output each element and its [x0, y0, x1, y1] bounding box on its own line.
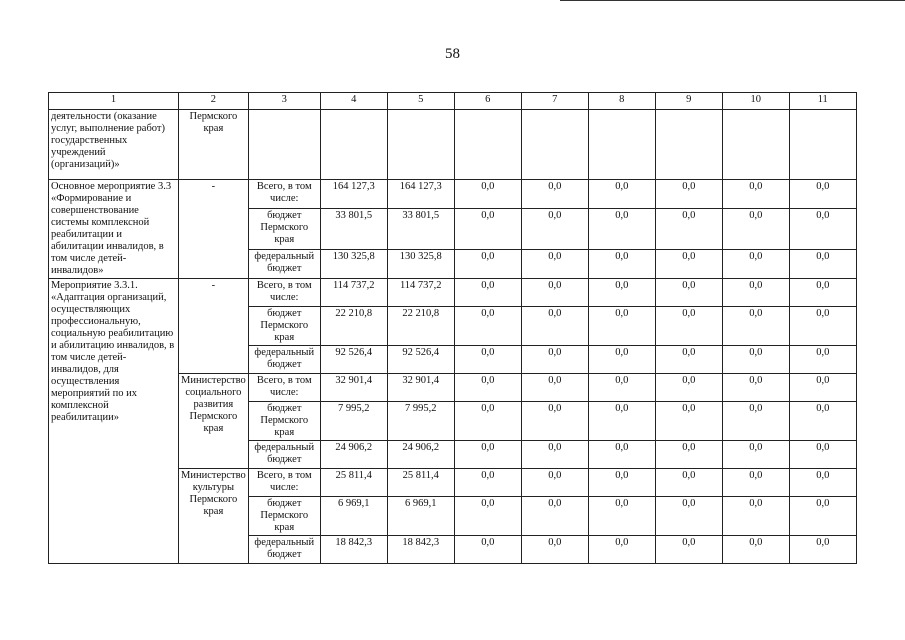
- amount-cell: 32 901,4: [387, 374, 454, 402]
- empty-cell: [655, 110, 722, 180]
- amount-cell: 0,0: [789, 249, 856, 278]
- funding-source-cell: бюджет Пермского края: [248, 209, 320, 250]
- amount-cell: 0,0: [655, 307, 722, 346]
- amount-cell: 0,0: [655, 441, 722, 469]
- amount-cell: 24 906,2: [387, 441, 454, 469]
- empty-cell: [521, 110, 588, 180]
- budget-table: [48, 92, 857, 564]
- header-row: [49, 93, 857, 110]
- executor-cell: -: [179, 180, 249, 279]
- amount-cell: 0,0: [588, 249, 655, 278]
- amount-cell: 0,0: [655, 180, 722, 209]
- amount-cell: 0,0: [655, 469, 722, 497]
- amount-cell: 0,0: [454, 249, 521, 278]
- amount-cell: 0,0: [588, 180, 655, 209]
- executor-cell: Министерство культуры Пермского края: [179, 469, 249, 564]
- empty-cell: [454, 110, 521, 180]
- amount-cell: 25 811,4: [320, 469, 387, 497]
- scan-edge-line: [560, 0, 905, 1]
- funding-source-cell: федеральный бюджет: [248, 346, 320, 374]
- amount-cell: 0,0: [722, 402, 789, 441]
- header-cell: 1: [49, 93, 179, 110]
- amount-cell: 32 901,4: [320, 374, 387, 402]
- amount-cell: 0,0: [789, 180, 856, 209]
- amount-cell: 0,0: [521, 374, 588, 402]
- executor-cell: Министерство социального развития Пермского края: [179, 374, 249, 469]
- amount-cell: 0,0: [722, 180, 789, 209]
- amount-cell: 0,0: [454, 536, 521, 564]
- amount-cell: 164 127,3: [320, 180, 387, 209]
- empty-cell: [387, 110, 454, 180]
- empty-cell: [320, 110, 387, 180]
- funding-source-cell: бюджет Пермского края: [248, 402, 320, 441]
- amount-cell: 0,0: [521, 180, 588, 209]
- amount-cell: 0,0: [521, 497, 588, 536]
- amount-cell: 0,0: [588, 536, 655, 564]
- amount-cell: 0,0: [521, 536, 588, 564]
- amount-cell: 33 801,5: [320, 209, 387, 250]
- header-cell: 10: [722, 93, 789, 110]
- amount-cell: 18 842,3: [320, 536, 387, 564]
- funding-source-cell: бюджет Пермского края: [248, 307, 320, 346]
- empty-cell: [588, 110, 655, 180]
- amount-cell: 114 737,2: [387, 279, 454, 307]
- amount-cell: 0,0: [454, 441, 521, 469]
- amount-cell: 0,0: [588, 346, 655, 374]
- amount-cell: 0,0: [789, 469, 856, 497]
- amount-cell: 7 995,2: [320, 402, 387, 441]
- empty-cell: [248, 110, 320, 180]
- amount-cell: 0,0: [588, 402, 655, 441]
- amount-cell: 0,0: [789, 374, 856, 402]
- amount-cell: 0,0: [789, 346, 856, 374]
- amount-cell: 130 325,8: [320, 249, 387, 278]
- header-cell: 5: [387, 93, 454, 110]
- header-cell: 9: [655, 93, 722, 110]
- header-cell: 3: [248, 93, 320, 110]
- amount-cell: 0,0: [588, 374, 655, 402]
- header-cell: 11: [789, 93, 856, 110]
- funding-source-cell: Всего, в том числе:: [248, 279, 320, 307]
- amount-cell: 0,0: [521, 307, 588, 346]
- amount-cell: 0,0: [454, 180, 521, 209]
- amount-cell: 0,0: [722, 307, 789, 346]
- funding-source-cell: Всего, в том числе:: [248, 469, 320, 497]
- amount-cell: 22 210,8: [320, 307, 387, 346]
- amount-cell: 0,0: [588, 209, 655, 250]
- amount-cell: 0,0: [655, 209, 722, 250]
- amount-cell: 25 811,4: [387, 469, 454, 497]
- amount-cell: 22 210,8: [387, 307, 454, 346]
- amount-cell: 0,0: [521, 209, 588, 250]
- header-cell: 2: [179, 93, 249, 110]
- amount-cell: 92 526,4: [387, 346, 454, 374]
- amount-cell: 0,0: [588, 469, 655, 497]
- amount-cell: 0,0: [521, 249, 588, 278]
- activity-name-cell: Мероприятие 3.3.1. «Адаптация организаций, осуществляющих профессиональную, социальную реабилитацию и абилитацию инвалидов, в том числе детей-инвалидов, для осуществления мероприятий по их комплексной реабилитации»: [49, 279, 179, 564]
- amount-cell: 0,0: [722, 209, 789, 250]
- amount-cell: 0,0: [789, 402, 856, 441]
- amount-cell: 0,0: [789, 536, 856, 564]
- executor-cell: -: [179, 279, 249, 374]
- amount-cell: 0,0: [655, 497, 722, 536]
- funding-source-cell: федеральный бюджет: [248, 536, 320, 564]
- amount-cell: 0,0: [454, 402, 521, 441]
- amount-cell: 0,0: [521, 469, 588, 497]
- amount-cell: 0,0: [454, 469, 521, 497]
- amount-cell: 92 526,4: [320, 346, 387, 374]
- amount-cell: 0,0: [655, 279, 722, 307]
- amount-cell: 0,0: [655, 536, 722, 564]
- amount-cell: 130 325,8: [387, 249, 454, 278]
- amount-cell: 33 801,5: [387, 209, 454, 250]
- amount-cell: 0,0: [454, 497, 521, 536]
- amount-cell: 0,0: [454, 346, 521, 374]
- table-row-continuation: [49, 110, 857, 180]
- amount-cell: 0,0: [521, 441, 588, 469]
- funding-source-cell: Всего, в том числе:: [248, 180, 320, 209]
- header-cell: 4: [320, 93, 387, 110]
- amount-cell: 0,0: [521, 346, 588, 374]
- empty-cell: [722, 110, 789, 180]
- amount-cell: 0,0: [454, 374, 521, 402]
- amount-cell: 0,0: [588, 497, 655, 536]
- amount-cell: 0,0: [722, 249, 789, 278]
- amount-cell: 18 842,3: [387, 536, 454, 564]
- amount-cell: 0,0: [722, 441, 789, 469]
- amount-cell: 0,0: [789, 441, 856, 469]
- amount-cell: 0,0: [521, 279, 588, 307]
- header-cell: 7: [521, 93, 588, 110]
- amount-cell: 0,0: [789, 209, 856, 250]
- amount-cell: 0,0: [789, 279, 856, 307]
- amount-cell: 0,0: [588, 307, 655, 346]
- funding-source-cell: бюджет Пермского края: [248, 497, 320, 536]
- header-cell: 8: [588, 93, 655, 110]
- amount-cell: 0,0: [722, 279, 789, 307]
- amount-cell: 0,0: [454, 209, 521, 250]
- amount-cell: 24 906,2: [320, 441, 387, 469]
- amount-cell: 0,0: [655, 249, 722, 278]
- amount-cell: 0,0: [655, 374, 722, 402]
- amount-cell: 0,0: [655, 402, 722, 441]
- table-row: [49, 279, 857, 307]
- empty-cell: [789, 110, 856, 180]
- amount-cell: 114 737,2: [320, 279, 387, 307]
- amount-cell: 164 127,3: [387, 180, 454, 209]
- funding-source-cell: федеральный бюджет: [248, 249, 320, 278]
- amount-cell: 0,0: [588, 441, 655, 469]
- amount-cell: 0,0: [454, 307, 521, 346]
- header-cell: 6: [454, 93, 521, 110]
- amount-cell: 0,0: [722, 497, 789, 536]
- amount-cell: 0,0: [722, 536, 789, 564]
- amount-cell: 0,0: [655, 346, 722, 374]
- amount-cell: 7 995,2: [387, 402, 454, 441]
- amount-cell: 0,0: [722, 346, 789, 374]
- amount-cell: 0,0: [722, 469, 789, 497]
- amount-cell: 6 969,1: [320, 497, 387, 536]
- amount-cell: 6 969,1: [387, 497, 454, 536]
- page-number: 58: [445, 46, 460, 62]
- amount-cell: 0,0: [789, 307, 856, 346]
- funding-source-cell: федеральный бюджет: [248, 441, 320, 469]
- activity-name-cell: Основное мероприятие 3.3 «Формирование и совершенствование системы комплексной реабилитации и абилитации инвалидов, в том числе детей-инвалидов»: [49, 180, 179, 279]
- amount-cell: 0,0: [789, 497, 856, 536]
- amount-cell: 0,0: [454, 279, 521, 307]
- executor-cell: Пермского края: [179, 110, 249, 180]
- activity-name-cell: деятельности (оказание услуг, выполнение работ) государственных учреждений (организаций)»: [49, 110, 179, 180]
- funding-source-cell: Всего, в том числе:: [248, 374, 320, 402]
- amount-cell: 0,0: [588, 279, 655, 307]
- amount-cell: 0,0: [521, 402, 588, 441]
- table-row: [49, 180, 857, 209]
- amount-cell: 0,0: [722, 374, 789, 402]
